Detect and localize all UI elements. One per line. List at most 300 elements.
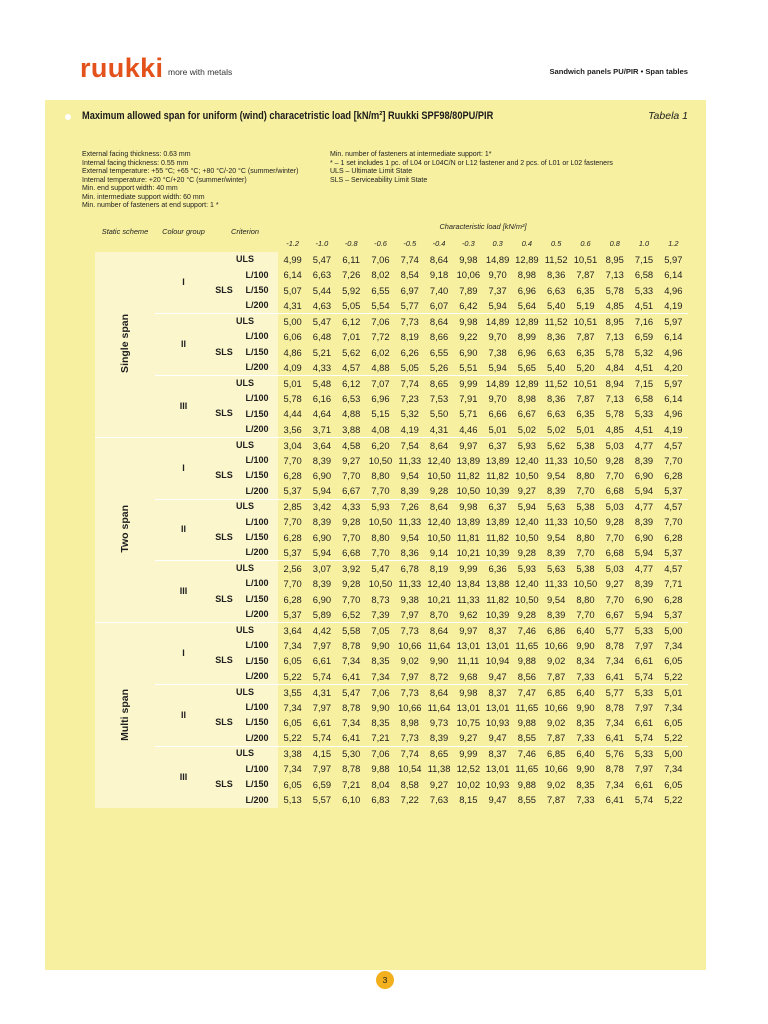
span-value: 6,61: [634, 717, 654, 729]
span-value: 4,85: [605, 423, 624, 435]
span-value: 8,34: [576, 655, 595, 667]
span-value: 8,78: [605, 639, 624, 651]
span-value: 11,82: [486, 531, 509, 543]
span-value: 6,63: [547, 284, 566, 296]
span-value: 13,84: [456, 578, 481, 590]
limit-state-label: SLS: [212, 453, 236, 499]
span-value: 6,55: [371, 284, 390, 296]
span-value: 7,34: [342, 717, 361, 729]
span-value: 5,32: [634, 346, 654, 358]
span-value: 10,50: [427, 531, 451, 543]
span-value: 5,44: [312, 284, 332, 296]
span-value: 6,06: [283, 331, 302, 343]
span-value: 7,97: [634, 763, 654, 775]
span-value: 7,46: [512, 746, 541, 761]
span-value: 10,50: [456, 485, 481, 497]
span-table: [95, 218, 688, 808]
span-value: 5,37: [283, 485, 302, 497]
span-value: 6,40: [571, 623, 600, 638]
span-value: 5,94: [634, 485, 654, 497]
span-value: 8,78: [605, 701, 624, 713]
span-value: 8,80: [371, 470, 390, 482]
span-value: 7,23: [400, 392, 419, 404]
span-value: 7,21: [342, 778, 361, 790]
span-value: 4,51: [634, 300, 654, 312]
span-value: 13,01: [456, 639, 481, 651]
span-value: 6,05: [283, 655, 302, 667]
criterion-label: ULS: [212, 314, 278, 329]
span-value: 11,82: [486, 470, 509, 482]
span-value: 12,40: [515, 454, 539, 466]
span-value: 4,08: [371, 423, 390, 435]
span-value: 7,13: [605, 392, 624, 404]
span-value: 4,96: [664, 346, 683, 358]
span-value: 6,28: [283, 470, 302, 482]
span-value: 5,01: [488, 423, 507, 435]
span-value: 4,51: [634, 423, 654, 435]
span-value: 5,74: [634, 670, 654, 682]
span-value: 11,33: [544, 454, 568, 466]
span-value: 8,39: [547, 547, 566, 559]
span-value: 8,72: [429, 670, 449, 682]
criterion-label: L/100: [236, 267, 278, 282]
note-line: * – 1 set includes 1 pc. of L04 or L04C/N or L12 fastener and 2 pcs. of L01 or L02 fasteners: [330, 159, 613, 167]
span-value: 12,40: [515, 516, 539, 528]
span-value: 7,97: [400, 670, 419, 682]
span-value: 7,97: [634, 639, 654, 651]
note-line: Internal facing thickness: 0.55 mm: [82, 159, 189, 167]
span-value: 7,70: [342, 470, 361, 482]
span-value: 8,35: [576, 778, 595, 790]
span-value: 11,81: [456, 531, 480, 543]
span-value: 7,87: [547, 670, 566, 682]
span-value: 9,02: [547, 655, 566, 667]
span-value: 5,74: [312, 670, 332, 682]
span-value: 10,93: [485, 717, 510, 729]
span-value: 6,28: [664, 531, 683, 543]
criterion-label: L/200: [236, 422, 278, 437]
notes-right: [330, 151, 613, 185]
span-value: 5,78: [605, 284, 624, 296]
span-value: 7,70: [283, 454, 302, 466]
criterion-label: ULS: [212, 437, 278, 452]
span-value: 5,33: [629, 684, 658, 699]
span-value: 7,74: [400, 254, 419, 266]
criterion-label: L/100: [236, 391, 278, 406]
span-value: 6,61: [634, 655, 654, 667]
span-value: 9,98: [459, 254, 478, 266]
table-row: [95, 499, 688, 514]
span-value: 13,01: [485, 639, 510, 651]
span-value: 6,61: [312, 717, 332, 729]
span-value: 5,78: [283, 392, 302, 404]
header-row: [95, 218, 688, 235]
note-line: Min. end support width: 40 mm: [82, 185, 178, 192]
span-value: 6,58: [634, 392, 654, 404]
span-value: 10,54: [398, 763, 422, 775]
span-value: 5,38: [571, 561, 600, 576]
span-value: 8,37: [483, 623, 512, 638]
load-column-header: -0.4: [432, 238, 446, 248]
span-value: 9,98: [454, 499, 483, 514]
span-value: 7,46: [512, 623, 541, 638]
span-value: 13,89: [456, 454, 481, 466]
span-value: 7,71: [664, 578, 683, 590]
span-value: 6,96: [517, 284, 537, 296]
span-value: 10,75: [456, 717, 481, 729]
span-value: 8,39: [634, 516, 654, 528]
criterion-label: L/200: [236, 792, 278, 807]
span-value: 5,00: [659, 746, 688, 761]
span-value: 10,50: [515, 470, 539, 482]
span-value: 4,31: [429, 423, 449, 435]
span-value: 5,33: [634, 284, 654, 296]
limit-state-label: SLS: [212, 576, 236, 622]
span-value: 10,51: [573, 254, 598, 266]
span-value: 9,22: [459, 331, 478, 343]
span-value: 11,65: [515, 701, 539, 713]
span-value: 3,71: [312, 423, 332, 435]
span-value: 6,63: [312, 269, 332, 281]
span-value: 9,02: [547, 778, 566, 790]
span-value: 6,20: [366, 437, 395, 452]
span-value: 6,68: [342, 547, 361, 559]
span-value: 14,89: [483, 376, 512, 391]
static-scheme-label: Two span: [118, 505, 131, 553]
span-value: 6,37: [483, 499, 512, 514]
span-value: 11,65: [515, 639, 539, 651]
note-line: SLS – Serviceability Limit State: [330, 176, 428, 184]
span-value: 5,37: [283, 608, 302, 620]
span-value: 6,11: [342, 254, 360, 266]
note-line: External facing thickness: 0.63 mm: [82, 151, 191, 158]
span-value: 12,40: [427, 578, 451, 590]
span-value: 4,57: [342, 361, 361, 373]
span-value: 5,94: [312, 485, 332, 497]
span-value: 8,64: [424, 499, 453, 514]
span-value: 7,73: [395, 623, 424, 638]
span-value: 9,54: [400, 470, 419, 482]
span-value: 6,96: [517, 346, 537, 358]
criterion-label: L/150: [236, 283, 278, 298]
span-value: 8,35: [371, 655, 390, 667]
span-value: 6,35: [576, 284, 595, 296]
span-value: 3,04: [278, 437, 307, 452]
span-value: 12,89: [515, 254, 539, 266]
limit-state-label: SLS: [212, 700, 236, 746]
span-value: 13,89: [485, 454, 510, 466]
span-value: 8,39: [400, 485, 419, 497]
criterion-header: Criterion: [231, 227, 259, 236]
span-value: 4,88: [342, 408, 361, 420]
span-value: 5,40: [547, 300, 566, 312]
span-value: 7,34: [342, 655, 361, 667]
span-value: 6,28: [283, 593, 302, 605]
span-value: 5,33: [629, 746, 658, 761]
span-value: 10,50: [573, 516, 598, 528]
span-value: 4,96: [664, 408, 683, 420]
span-value: 12,40: [515, 578, 539, 590]
span-value: 10,50: [573, 578, 598, 590]
span-value: 10,51: [571, 376, 600, 391]
span-value: 7,34: [371, 670, 390, 682]
span-value: 7,70: [371, 547, 390, 559]
span-value: 8,78: [342, 763, 361, 775]
span-value: 9,54: [400, 531, 419, 543]
span-value: 6,41: [605, 670, 624, 682]
span-value: 4,31: [283, 300, 302, 312]
span-value: 6,97: [400, 284, 419, 296]
span-value: 5,33: [629, 623, 658, 638]
span-value: 6,28: [664, 470, 683, 482]
span-value: 8,37: [483, 746, 512, 761]
span-value: 8,19: [400, 331, 419, 343]
span-value: 9,47: [488, 732, 507, 744]
span-value: 5,50: [429, 408, 449, 420]
span-value: 7,33: [576, 794, 595, 806]
span-value: 13,89: [485, 516, 510, 528]
span-value: 7,54: [395, 437, 424, 452]
span-value: 9,68: [459, 670, 478, 682]
span-value: 6,41: [342, 670, 361, 682]
span-value: 5,77: [600, 684, 629, 699]
span-value: 7,37: [488, 284, 507, 296]
span-value: 6,90: [312, 531, 332, 543]
span-value: 8,39: [547, 485, 566, 497]
span-value: 8,36: [547, 331, 566, 343]
span-value: 9,02: [547, 717, 566, 729]
span-value: 4,20: [664, 361, 683, 373]
span-value: 5,74: [312, 732, 332, 744]
span-value: 4,57: [659, 499, 688, 514]
span-value: 7,07: [366, 376, 395, 391]
span-value: 7,97: [634, 701, 654, 713]
span-value: 6,55: [429, 346, 449, 358]
span-value: 5,01: [278, 376, 307, 391]
limit-state-label: SLS: [212, 391, 236, 437]
span-value: 11,33: [544, 516, 568, 528]
span-value: 9,90: [371, 701, 390, 713]
span-value: 9,98: [454, 314, 483, 329]
span-value: 10,66: [398, 639, 422, 651]
note-line: Internal temperature: +20 °C/+20 °C (summer/winter): [82, 176, 247, 184]
criterion-label: L/150: [236, 406, 278, 421]
span-value: 13,01: [485, 701, 510, 713]
span-value: 10,39: [485, 485, 510, 497]
span-value: 4,99: [283, 254, 302, 266]
span-value: 6,12: [337, 314, 366, 329]
span-value: 9,28: [605, 516, 624, 528]
span-value: 8,80: [576, 470, 595, 482]
span-value: 6,90: [634, 593, 654, 605]
span-value: 7,87: [547, 794, 566, 806]
span-value: 3,42: [307, 499, 336, 514]
span-value: 5,94: [634, 608, 654, 620]
load-column-header: -0.6: [374, 238, 387, 248]
span-value: 7,22: [400, 794, 419, 806]
span-value: 5,02: [517, 423, 537, 435]
limit-state-label: SLS: [212, 761, 236, 807]
logo-tagline: more with metals: [168, 67, 233, 77]
span-value: 10,39: [485, 608, 510, 620]
span-value: 7,70: [576, 547, 595, 559]
span-value: 7,72: [371, 331, 390, 343]
span-value: 10,94: [485, 655, 510, 667]
table-number-label: Tabela 1: [648, 110, 688, 122]
span-value: 4,57: [659, 561, 688, 576]
span-value: 6,05: [664, 717, 683, 729]
note-line: Min. intermediate support width: 60 mm: [82, 193, 205, 201]
span-value: 6,66: [488, 408, 507, 420]
span-value: 8,64: [429, 254, 449, 266]
span-value: 5,92: [342, 284, 361, 296]
colour-group-header: Colour group: [162, 227, 205, 236]
span-value: 11,52: [542, 376, 571, 391]
span-value: 6,14: [664, 392, 683, 404]
criterion-label: ULS: [212, 746, 278, 761]
span-value: 4,77: [629, 437, 658, 452]
span-value: 5,94: [488, 361, 507, 373]
span-value: 5,93: [512, 437, 541, 452]
span-value: 7,15: [634, 254, 654, 266]
span-value: 5,71: [459, 408, 478, 420]
span-value: 8,39: [634, 578, 654, 590]
span-value: 5,00: [659, 623, 688, 638]
span-value: 10,21: [427, 593, 451, 605]
span-value: 7,74: [395, 746, 424, 761]
span-value: 8,64: [424, 623, 453, 638]
span-value: 5,40: [547, 361, 566, 373]
span-value: 5,74: [634, 732, 654, 744]
load-column-header: 1.2: [668, 238, 679, 248]
span-value: 10,66: [544, 763, 568, 775]
span-value: 6,90: [312, 593, 332, 605]
span-value: 14,89: [483, 314, 512, 329]
span-value: 6,10: [342, 794, 361, 806]
span-value: 11,33: [544, 578, 568, 590]
span-value: 9,98: [454, 684, 483, 699]
span-value: 6,14: [664, 331, 683, 343]
span-value: 6,68: [605, 547, 624, 559]
span-value: 6,05: [664, 778, 683, 790]
table-row: [95, 561, 688, 576]
load-column-header: -1.0: [315, 238, 329, 248]
span-value: 10,50: [427, 470, 451, 482]
span-value: 8,99: [517, 331, 537, 343]
span-value: 5,48: [307, 376, 336, 391]
span-value: 7,26: [342, 269, 361, 281]
note-line: Min. number of fasteners at intermediate support: 1*: [330, 151, 492, 158]
table-header: [95, 218, 688, 252]
span-value: 8,65: [424, 376, 453, 391]
criterion-label: ULS: [212, 623, 278, 638]
span-value: 13,01: [456, 701, 481, 713]
load-column-header: -1.2: [286, 238, 300, 248]
span-value: 9,27: [517, 485, 537, 497]
span-value: 12,89: [512, 376, 541, 391]
span-value: 11,33: [398, 454, 422, 466]
criterion-label: L/200: [236, 545, 278, 560]
span-value: 10,93: [485, 778, 510, 790]
criterion-label: L/100: [236, 761, 278, 776]
span-value: 12,89: [512, 314, 541, 329]
span-value: 5,64: [517, 300, 537, 312]
span-value: 7,34: [283, 639, 302, 651]
span-value: 4,84: [605, 361, 624, 373]
span-value: 8,66: [429, 331, 449, 343]
span-value: 7,70: [576, 485, 595, 497]
span-value: 8,64: [424, 437, 453, 452]
span-value: 9,70: [488, 269, 507, 281]
span-value: 7,97: [312, 639, 332, 651]
span-value: 6,05: [283, 778, 302, 790]
span-value: 7,53: [429, 392, 449, 404]
colour-group-label: III: [155, 376, 212, 438]
span-value: 8,39: [547, 608, 566, 620]
static-scheme-label: Single span: [118, 314, 131, 374]
criterion-label: L/100: [236, 453, 278, 468]
span-value: 5,22: [664, 732, 683, 744]
span-value: 5,15: [371, 408, 390, 420]
span-value: 6,05: [283, 717, 302, 729]
span-value: 3,56: [283, 423, 302, 435]
span-value: 4,96: [664, 284, 683, 296]
static-scheme-header: Static scheme: [101, 227, 149, 236]
span-value: 4,64: [312, 408, 332, 420]
span-value: 9,99: [454, 561, 483, 576]
span-value: 7,74: [395, 376, 424, 391]
span-value: 5,38: [571, 437, 600, 452]
span-value: 6,28: [664, 593, 683, 605]
span-value: 7,21: [371, 732, 390, 744]
span-value: 9,38: [400, 593, 419, 605]
span-value: 11,38: [427, 763, 451, 775]
span-value: 8,39: [312, 454, 332, 466]
span-value: 5,77: [400, 300, 419, 312]
bullet-icon: [65, 114, 71, 120]
span-value: 7,70: [605, 470, 624, 482]
span-value: 9,28: [342, 516, 361, 528]
span-value: 8,35: [371, 717, 390, 729]
colour-group-label: I: [155, 437, 212, 499]
span-value: 5,94: [312, 547, 332, 559]
span-value: 9,54: [547, 593, 566, 605]
span-value: 7,06: [366, 746, 395, 761]
span-value: 5,32: [400, 408, 419, 420]
span-value: 10,50: [515, 531, 539, 543]
span-value: 7,70: [664, 516, 683, 528]
span-value: 5,57: [312, 794, 332, 806]
page-number-badge: 3: [376, 971, 394, 989]
span-value: 7,70: [342, 593, 361, 605]
span-value: 7,87: [576, 331, 595, 343]
colour-group-label: I: [155, 252, 212, 314]
span-value: 5,20: [576, 361, 595, 373]
span-value: 3,38: [278, 746, 307, 761]
span-value: 9,90: [576, 639, 595, 651]
span-value: 5,65: [517, 361, 537, 373]
table-row: [95, 314, 688, 329]
span-value: 10,50: [368, 516, 393, 528]
span-value: 6,35: [576, 346, 595, 358]
span-value: 4,15: [307, 746, 336, 761]
span-value: 5,93: [512, 561, 541, 576]
span-value: 5,05: [342, 300, 361, 312]
span-value: 4,58: [337, 437, 366, 452]
span-value: 7,97: [312, 763, 332, 775]
span-value: 10,50: [368, 578, 393, 590]
span-value: 7,33: [576, 670, 595, 682]
